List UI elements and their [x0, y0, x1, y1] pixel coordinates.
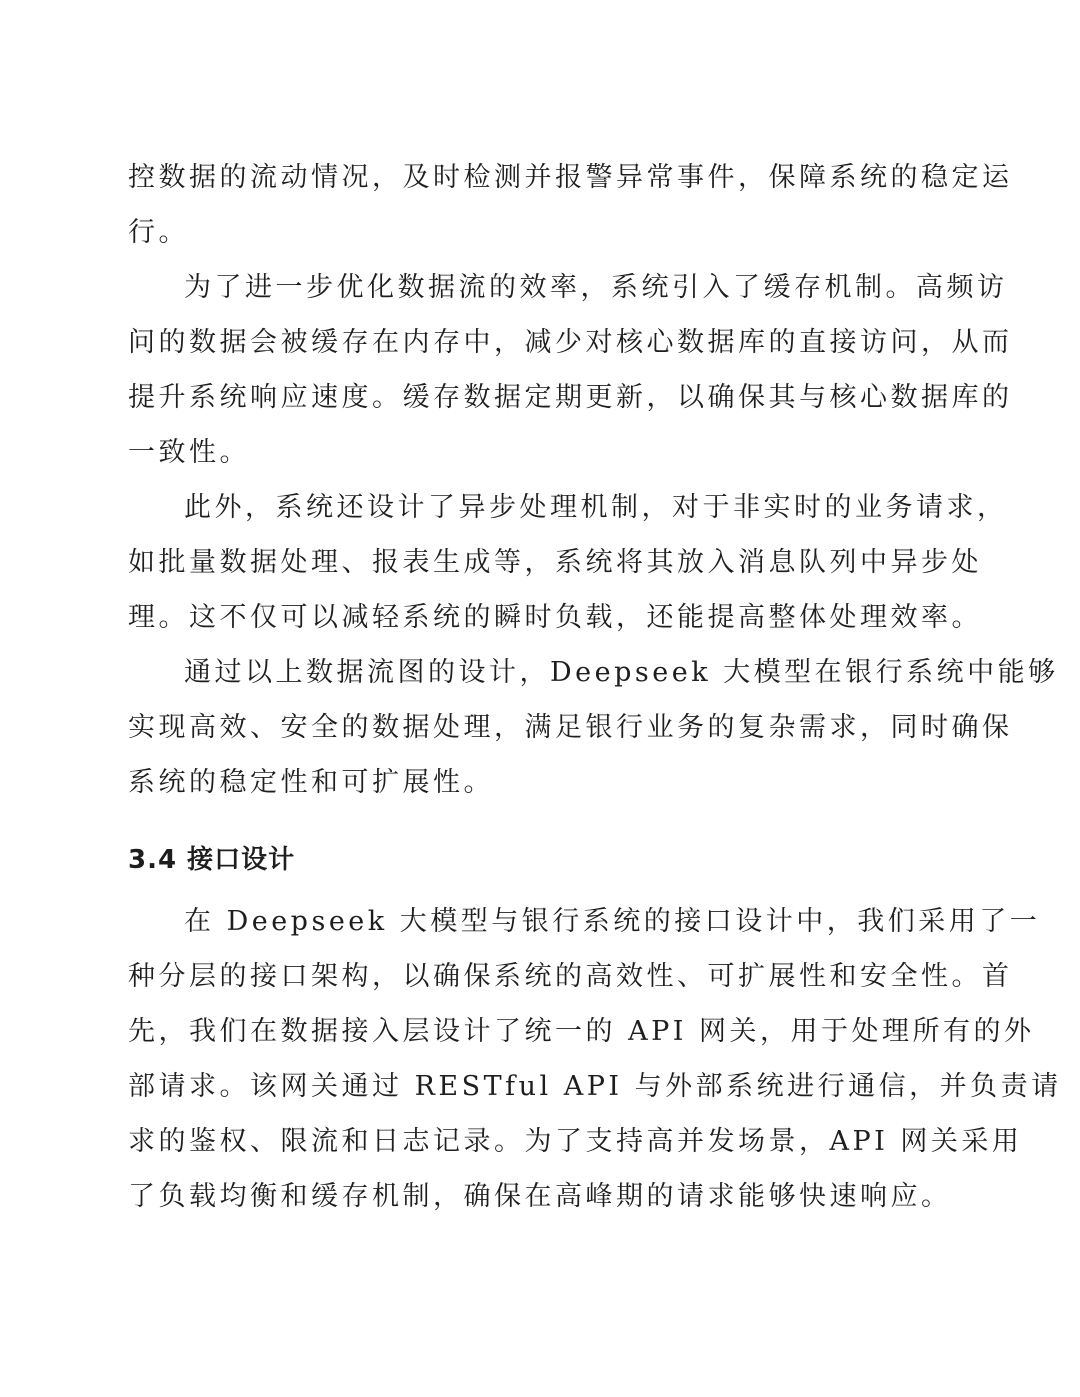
paragraph-line: 了负载均衡和缓存机制，确保在高峰期的请求能够快速响应。 — [128, 1181, 952, 1212]
paragraph-line: 部请求。该网关通过 RESTful API 与外部系统进行通信，并负责请 — [128, 1071, 1062, 1102]
paragraph-line: 种分层的接口架构，以确保系统的高效性、可扩展性和安全性。首 — [128, 961, 1013, 992]
section-heading: 3.4 接口设计 — [128, 845, 296, 875]
paragraph-line: 在 Deepseek 大模型与银行系统的接口设计中，我们采用了一 — [184, 906, 1041, 937]
paragraph-line: 提升系统响应速度。缓存数据定期更新，以确保其与核心数据库的 — [128, 382, 1013, 413]
paragraph-line: 系统的稳定性和可扩展性。 — [128, 767, 494, 798]
paragraph-line: 一致性。 — [128, 437, 250, 468]
paragraph-line: 行。 — [128, 217, 189, 248]
paragraph-line: 问的数据会被缓存在内存中，减少对核心数据库的直接访问，从而 — [128, 327, 1013, 358]
paragraph-line: 实现高效、安全的数据处理，满足银行业务的复杂需求，同时确保 — [128, 712, 1013, 743]
paragraph-line: 通过以上数据流图的设计，Deepseek 大模型在银行系统中能够 — [184, 657, 1059, 688]
paragraph-line: 先，我们在数据接入层设计了统一的 API 网关，用于处理所有的外 — [128, 1016, 1035, 1047]
paragraph-line: 如批量数据处理、报表生成等，系统将其放入消息队列中异步处 — [128, 547, 982, 578]
paragraph-line: 控数据的流动情况，及时检测并报警异常事件，保障系统的稳定运 — [128, 162, 1013, 193]
paragraph-line: 理。这不仅可以减轻系统的瞬时负载，还能提高整体处理效率。 — [128, 602, 982, 633]
paragraph-line: 此外，系统还设计了异步处理机制，对于非实时的业务请求， — [184, 492, 1008, 523]
paragraph-line: 为了进一步优化数据流的效率，系统引入了缓存机制。高频访 — [184, 272, 1008, 303]
paragraph-line: 求的鉴权、限流和日志记录。为了支持高并发场景，API 网关采用 — [128, 1126, 1023, 1157]
